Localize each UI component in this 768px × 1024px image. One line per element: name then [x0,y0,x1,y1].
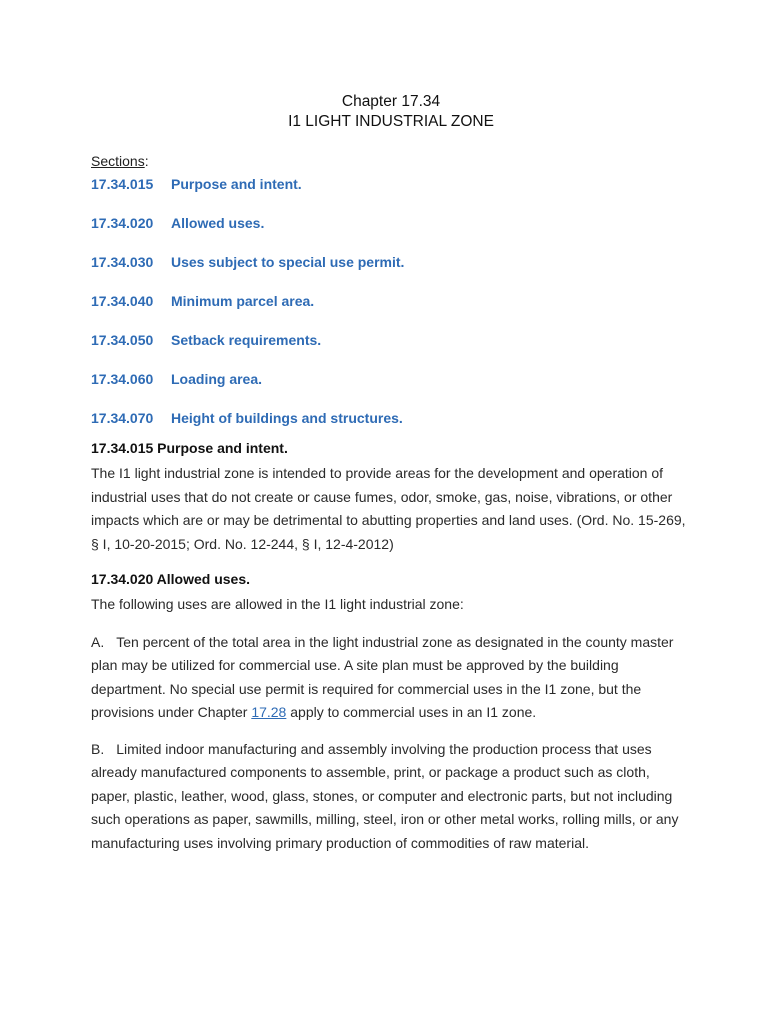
toc-number: 17.34.040 [91,293,154,309]
document-page [91,92,691,868]
toc-number: 17.34.060 [91,371,154,387]
sections-label [91,152,691,170]
chapter-17-28-link[interactable]: 17.28 [251,704,287,720]
item-b-text: Limited indoor manufacturing and assembly involving the production process that uses already manufactured components to assemble, print, or package a product such as cloth, paper, plastic, leather, wood, glass, stones, or computer and electronic parts, but not including such operations as paper, sawmills, milling, steel, iron or other metal works, rolling mills, or any manufacturing uses involving primary production of commodities of raw material. [91,740,679,851]
toc-link-17-34-040[interactable] [91,292,691,310]
section-body-015: The I1 light industrial zone is intended to provide areas for the development and operation of industrial uses that do not create or cause fumes, odor, smoke, gas, noise, vibrations, or other impacts which are or may be detrimental to abutting properties and land uses. (Ord. No. 15-269, § I, 10-20-2015; Ord. No. 12-244, § I, 12-4-2012) [91,465,686,552]
item-letter-b: B. [91,740,105,757]
toc-title: Height of buildings and structures. [171,410,403,426]
toc-link-17-34-015[interactable] [91,175,691,193]
toc-link-17-34-050[interactable] [91,331,691,349]
item-a-text-after: apply to commercial uses in an I1 zone. [286,704,537,720]
toc-title: Uses subject to special use permit. [171,254,405,270]
section-heading-015: 17.34.015 Purpose and intent. [91,440,288,456]
table-of-contents [91,175,691,427]
chapter-title: I1 LIGHT INDUSTRIAL ZONE [288,113,494,130]
toc-number: 17.34.015 [91,176,154,192]
chapter-number: Chapter 17.34 [341,93,441,110]
toc-title: Allowed uses. [171,215,265,231]
toc-title: Loading area. [171,371,263,387]
item-letter-a: A. [91,633,105,650]
toc-title: Setback requirements. [171,332,322,348]
chapter-header [91,92,691,132]
toc-link-17-34-070[interactable] [91,409,691,427]
toc-title: Minimum parcel area. [171,293,315,309]
toc-number: 17.34.030 [91,254,154,270]
toc-number: 17.34.020 [91,215,154,231]
toc-link-17-34-020[interactable] [91,214,691,232]
item-a-text-before: Ten percent of the total area in the light industrial zone as designated in the county master plan may be utilized for commercial use. A site plan must be approved by the building department. No special use permit is required for commercial uses in the I1 zone, but the provisions under Chapter [91,633,674,720]
section-heading-020: 17.34.020 Allowed uses. [91,571,251,587]
toc-number: 17.34.070 [91,410,154,426]
toc-link-17-34-030[interactable] [91,253,691,271]
toc-link-17-34-060[interactable] [91,370,691,388]
toc-number: 17.34.050 [91,332,154,348]
toc-title: Purpose and intent. [171,176,302,192]
sections-label-colon: : [144,153,149,169]
list-item-a [91,631,691,725]
list-item-b [91,738,691,856]
sections-label-text: Sections [91,153,145,169]
section-intro-020: The following uses are allowed in the I1 light industrial zone: [91,596,464,612]
